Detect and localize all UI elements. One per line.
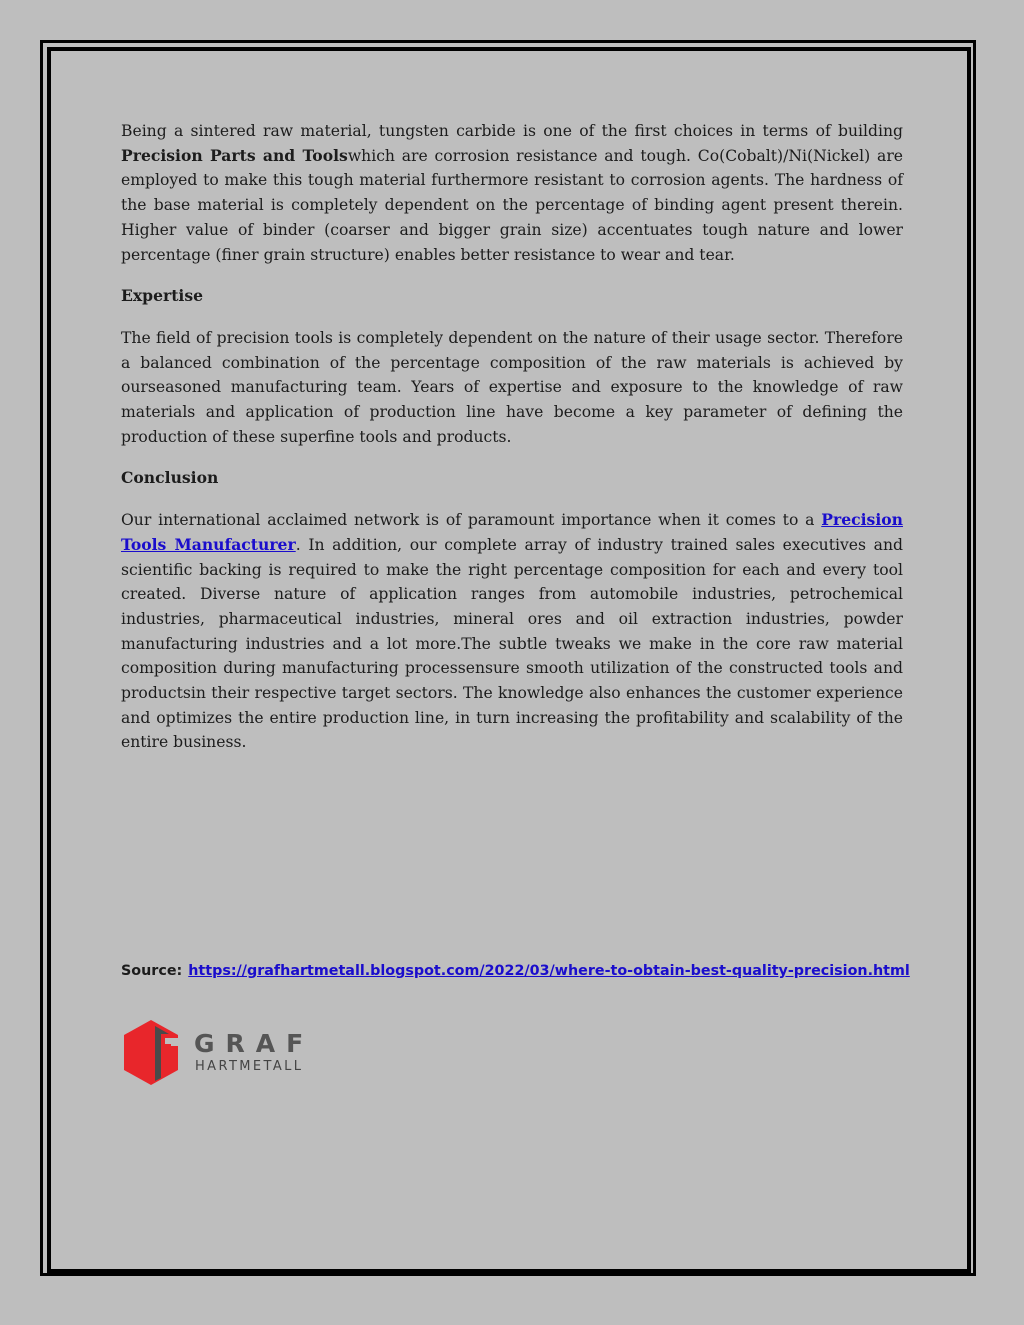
intro-paragraph: Being a sintered raw material, tungsten carbide is one of the first choices in terms of building Precision Parts and Toolswhich are corrosion resistance and tough. Co(Cobalt)/Ni(Nickel) are employed to make this tough material furthermore resistant to corrosion agents. The hardness of the base material is completely dependent on the percentage of binding agent present therein. Higher value of binder (coarser and bigger grain size) accentuates tough nature and lower percentage (finer grain structure) enables better resistance to wear and tear. (121, 122, 904, 264)
expertise-paragraph: The field of precision tools is completely dependent on the nature of their usage sector. Therefore a balanced combination of the percentage composition of the raw materials is achieved by ourseasoned manufacturing team. Years of expertise and exposure to the knowledge of raw materials and application of production line have become a key parameter of defining the production of these superfine tools and products. (121, 328, 903, 446)
precision-tools-manufacturer-link[interactable]: Precision Tools Manufacturer (121, 510, 903, 554)
source-line (121, 963, 910, 979)
logo-mark-icon (121, 1018, 181, 1086)
document-body (121, 119, 903, 772)
graf-hartmetall-logo (121, 1018, 341, 1086)
logo-name-top: GRAF (194, 1029, 315, 1058)
conclusion-paragraph: Our international acclaimed network is of paramount importance when it comes to a Precision Tools Manufacturer. In addition, our complete array of industry trained sales executives and scientific backing is required to make the right percentage composition for each and every tool created. Diverse nature of application ranges from automobile industries, petrochemical industries, pharmaceutical industries, mineral ores and oil extraction industries, powder manufacturing industries and a lot more.The subtle tweaks we make in the core raw material composition during manufacturing processensure smooth utilization of the constructed tools and productsin their respective target sectors. The knowledge also enhances the customer experience and optimizes the entire production line, in turn increasing the profitability and scalability of the entire business. (121, 510, 903, 752)
source-link[interactable]: https://grafhartmetall.blogspot.com/2022/03/where-to-obtain-best-quality-precision.html (188, 963, 910, 979)
expertise-heading: Expertise (121, 286, 204, 306)
logo-name-bottom: HARTMETALL (195, 1059, 304, 1074)
intro-bold-phrase: Precision Parts and Tools (121, 145, 348, 165)
source-label: Source: (121, 963, 183, 979)
conclusion-heading: Conclusion (121, 468, 219, 488)
